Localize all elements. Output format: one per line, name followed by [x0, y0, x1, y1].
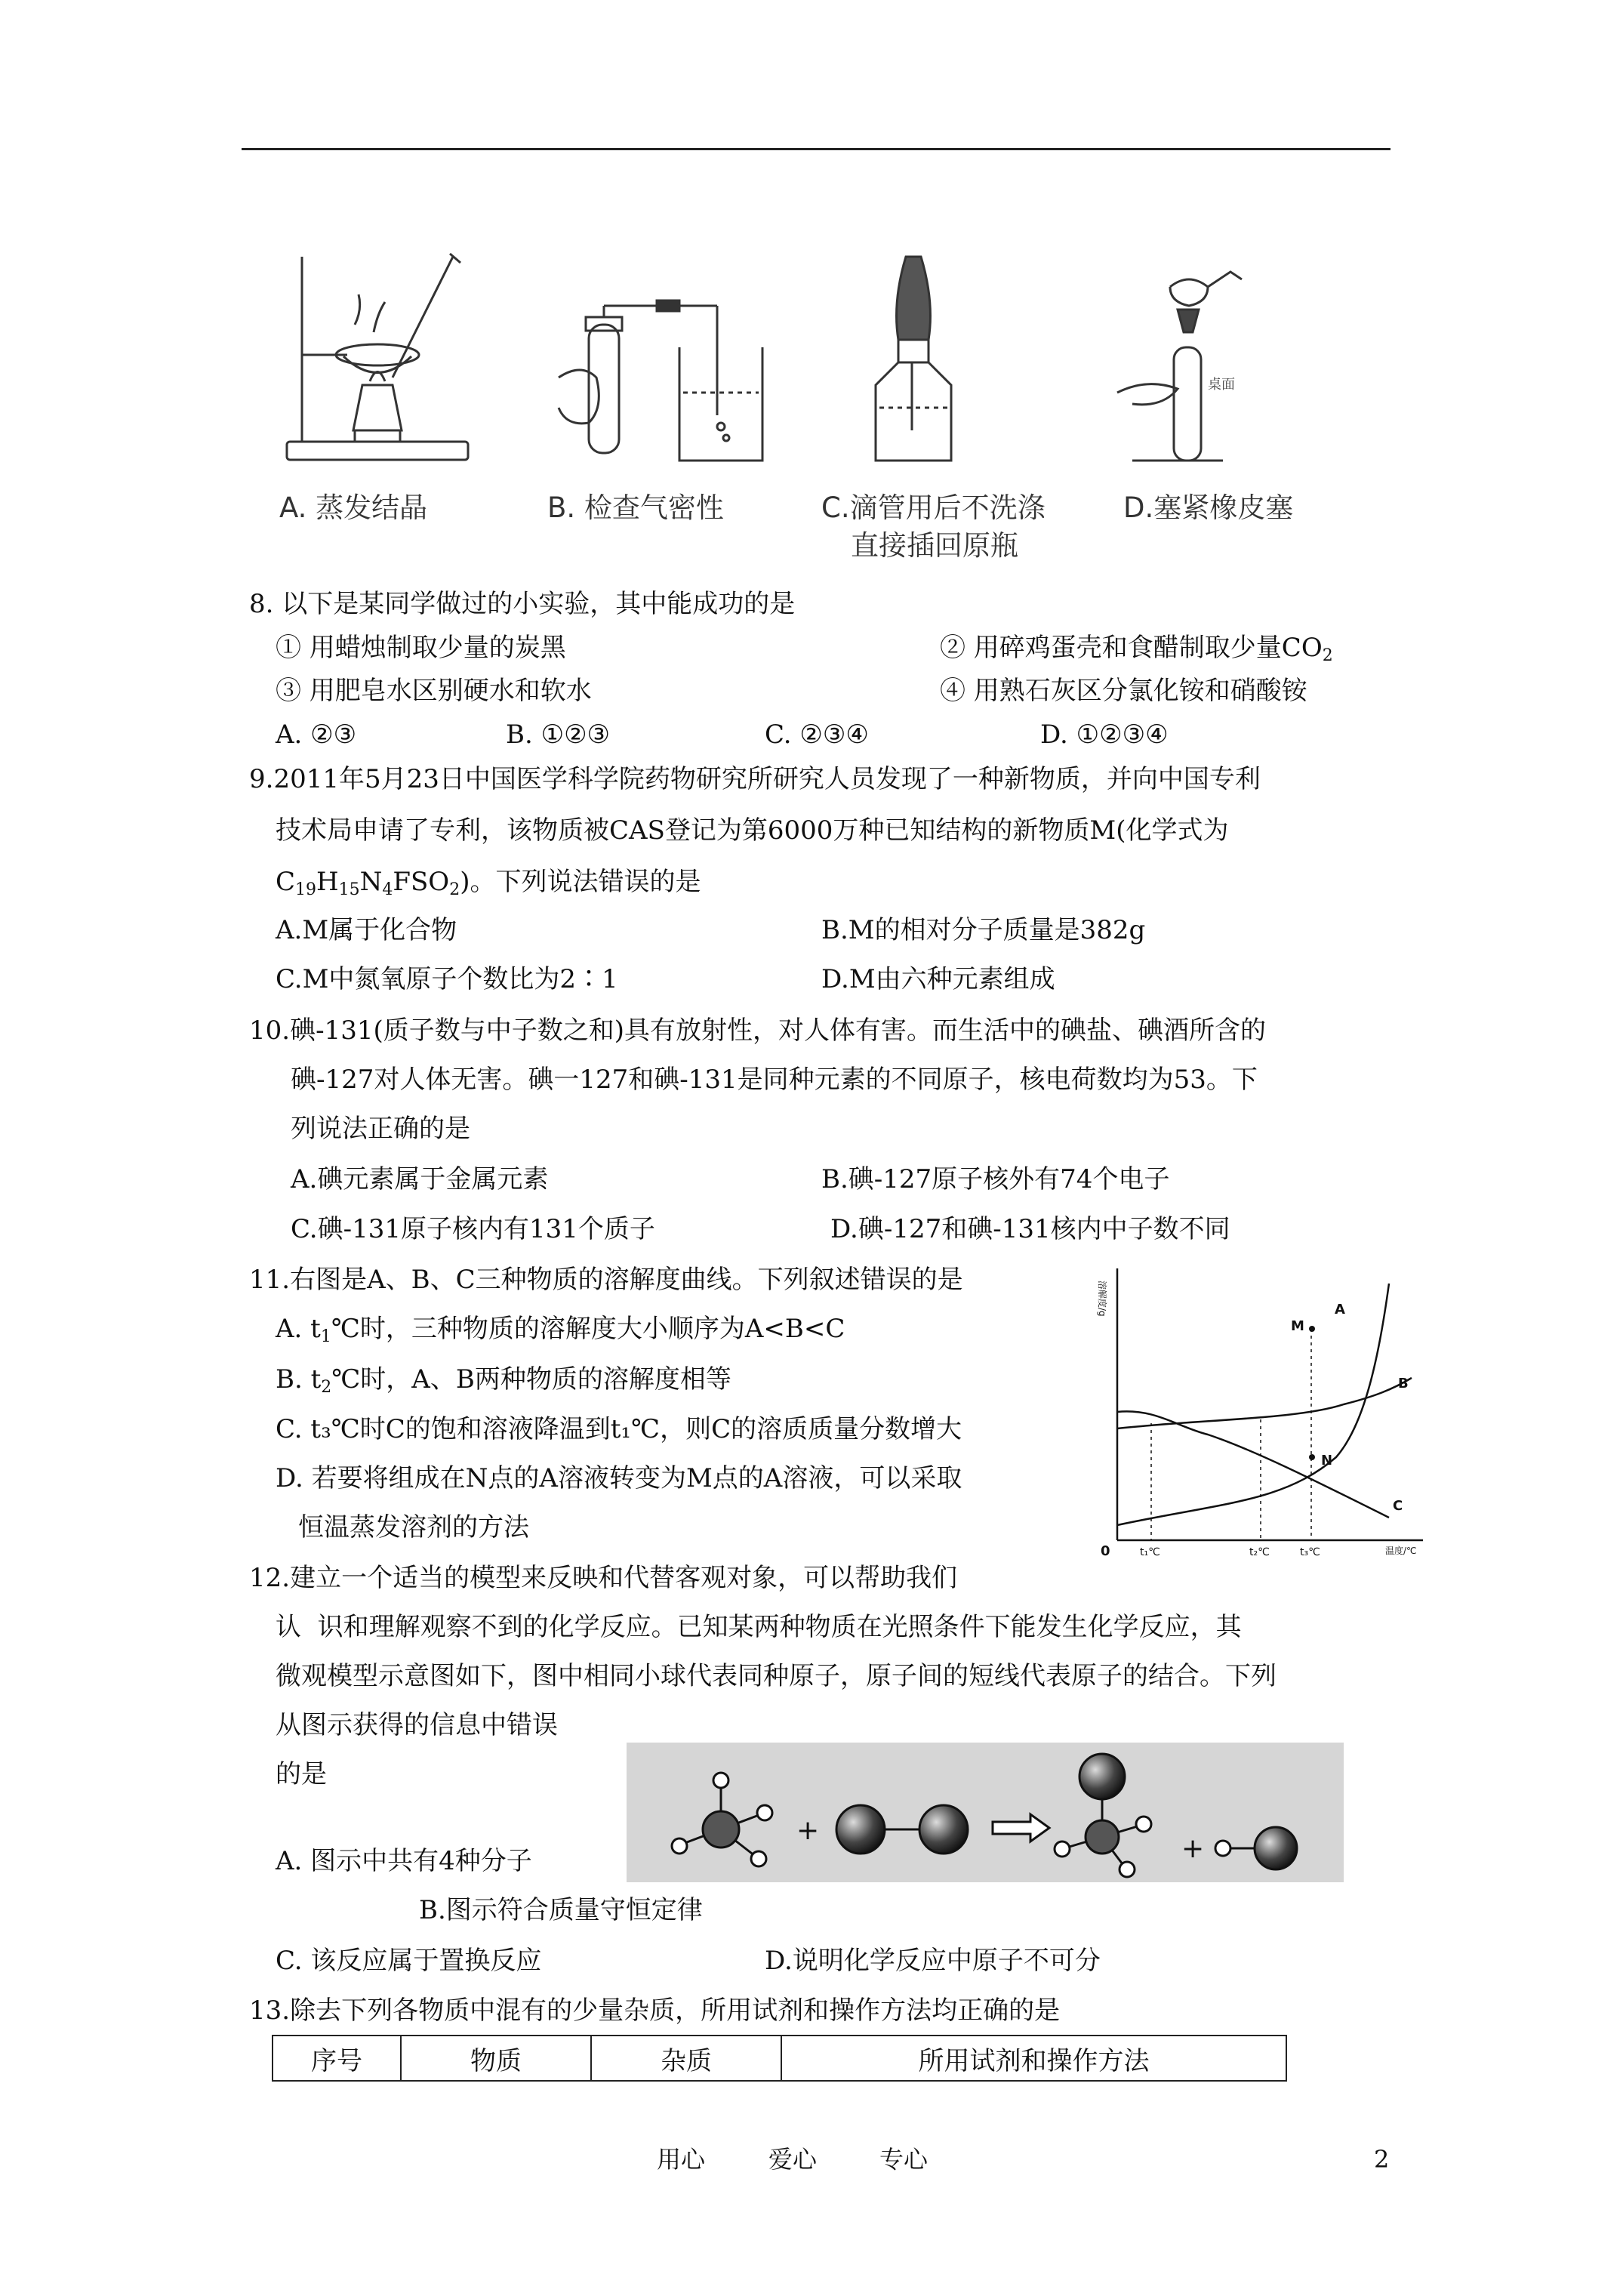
- q12-line-5: 的是: [276, 1759, 327, 1789]
- caption-b: B. 检查气密性: [547, 492, 724, 524]
- q13-table: [272, 2035, 1287, 2082]
- molecular-model-diagram: [627, 1743, 1344, 1882]
- header-rule: [242, 148, 1390, 150]
- header-cell-method: 所用试剂和操作方法: [781, 2036, 1286, 2081]
- dropper-bottle-icon: [876, 257, 951, 461]
- q8-choice-a: A. ②③: [276, 720, 357, 750]
- q8-option-2: ② 用碎鸡蛋壳和食醋制取少量$CO_2$: [940, 633, 1333, 665]
- footer-right: 专心: [879, 2145, 929, 2174]
- q9-choice-b: B.M的相对分子质量是382g: [821, 915, 1146, 945]
- footer-left: 用心: [657, 2145, 706, 2174]
- q8-choice-d: D. ①②③④: [1040, 720, 1169, 750]
- plus-sign-2: +: [1181, 1833, 1205, 1864]
- curve-b-label: B: [1398, 1376, 1409, 1391]
- q8-option-1: ① 用蜡烛制取少量的炭黑: [276, 633, 566, 663]
- origin-label: 0: [1101, 1543, 1110, 1559]
- y-axis-label: 溶解度/g: [1097, 1281, 1107, 1317]
- table-header-row: [273, 2036, 1286, 2081]
- q11-choice-c: C. t₃℃时C的饱和溶液降温到t₁℃，则C的溶质质量分数增大: [276, 1414, 962, 1444]
- q11-choice-d-line-2: 恒温蒸发溶剂的方法: [298, 1512, 529, 1542]
- q9-line-2: 技术局申请了专利，该物质被CAS登记为第6000万种已知结构的新物质M(化学式为: [276, 815, 1229, 846]
- airtightness-check-icon: [559, 300, 762, 461]
- q9-choice-c: C.M中氮氧原子个数比为2∶1: [276, 964, 618, 994]
- q11-choice-d-line-1: D. 若要将组成在N点的A溶液转变为M点的A溶液，可以采取: [276, 1463, 962, 1493]
- t3-label: t₃℃: [1300, 1546, 1320, 1558]
- q8-option-4: ④ 用熟石灰区分氯化铵和硝酸铵: [940, 676, 1307, 706]
- plus-sign-1: +: [796, 1815, 820, 1846]
- header-cell-substance: 物质: [401, 2036, 591, 2081]
- footer-mid: 爱心: [768, 2145, 818, 2174]
- svg-text:桌面: 桌面: [1208, 377, 1235, 393]
- caption-a: A. 蒸发结晶: [279, 492, 428, 524]
- q12-choice-d: D.说明化学反应中原子不可分: [765, 1946, 1101, 1976]
- q10-line-3: 列说法正确的是: [291, 1114, 470, 1144]
- x-axis-label: 温度/℃: [1385, 1546, 1417, 1556]
- solubility-curve-graph: [1087, 1253, 1434, 1570]
- evaporation-apparatus-icon: [287, 254, 468, 460]
- rubber-stopper-icon: [1117, 272, 1242, 461]
- q10-choice-b: B.碘-127原子核外有74个电子: [821, 1164, 1170, 1194]
- curve-a-label: A: [1335, 1302, 1345, 1318]
- caption-c-line2: 直接插回原瓶: [851, 529, 1018, 562]
- q12-line-1: 12.建立一个适当的模型来反映和代替客观对象，可以帮助我们: [249, 1563, 958, 1593]
- q13-stem: 13.除去下列各物质中混有的少量杂质，所用试剂和操作方法均正确的是: [249, 1996, 1061, 2026]
- header-cell-index: 序号: [273, 2036, 401, 2081]
- q11-choice-a: A. $t_1℃$时，三种物质的溶解度大小顺序为A<B<C: [276, 1314, 845, 1346]
- header-cell-impurity: 杂质: [591, 2036, 781, 2081]
- q9-choice-a: A.M属于化合物: [276, 915, 457, 945]
- q10-choice-c: C.碘-131原子核内有131个质子: [291, 1214, 655, 1244]
- page-number: 2: [1374, 2145, 1390, 2174]
- q10-choice-a: A.碘元素属于金属元素: [291, 1164, 549, 1194]
- q12-choice-b: B.图示符合质量守恒定律: [419, 1895, 703, 1925]
- point-m-label: M: [1291, 1318, 1304, 1334]
- caption-c-line1: C.滴管用后不洗涤: [821, 492, 1046, 524]
- curve-a: [1117, 1284, 1389, 1525]
- lab-apparatus-figure: [272, 227, 1344, 491]
- point-n-label: N: [1321, 1453, 1333, 1469]
- q12-line-2: 认 识和理解观察不到的化学反应。已知某两种物质在光照条件下能发生化学反应，其: [276, 1612, 1242, 1642]
- t1-label: t₁℃: [1140, 1546, 1160, 1558]
- q10-choice-d: D.碘-127和碘-131核内中子数不同: [830, 1214, 1230, 1244]
- q11-choice-b: B. $t_2℃$时，A、B两种物质的溶解度相等: [276, 1364, 731, 1397]
- q8-choice-c: C. ②③④: [765, 720, 869, 750]
- q10-line-2: 碘-127对人体无害。碘一127和碘-131是同种元素的不同原子，核电荷数均为53。下: [291, 1065, 1258, 1095]
- q8-stem: 8. 以下是某同学做过的小实验，其中能成功的是: [249, 589, 796, 619]
- q8-choice-b: B. ①②③: [506, 720, 611, 750]
- q9-line-1: 9.2011年5月23日中国医学科学院药物研究所研究人员发现了一种新物质，并向中国专利: [249, 764, 1261, 794]
- q11-stem: 11.右图是A、B、C三种物质的溶解度曲线。下列叙述错误的是: [249, 1265, 963, 1295]
- q12-line-3: 微观模型示意图如下，图中相同小球代表同种原子，原子间的短线代表原子的结合。下列: [276, 1661, 1277, 1691]
- curve-c: [1117, 1411, 1389, 1518]
- caption-d: D.塞紧橡皮塞: [1123, 492, 1294, 524]
- curve-b: [1117, 1378, 1412, 1428]
- q8-option-3: ③ 用肥皂水区别硬水和软水: [276, 676, 592, 706]
- q12-choice-a: A. 图示中共有4种分子: [276, 1846, 532, 1876]
- q9-choice-d: D.M由六种元素组成: [821, 964, 1055, 994]
- q9-line-3: $C_{19}H_{15}N_4FSO_2$)。下列说法错误的是: [276, 867, 701, 899]
- q12-choice-c: C. 该反应属于置换反应: [276, 1946, 542, 1976]
- point-n-marker: [1309, 1454, 1315, 1460]
- point-m-marker: [1309, 1326, 1315, 1332]
- t2-label: t₂℃: [1249, 1546, 1270, 1558]
- q10-line-1: 10.碘-131(质子数与中子数之和)具有放射性，对人体有害。而生活中的碘盐、碘酒所含的: [249, 1015, 1266, 1046]
- curve-c-label: C: [1393, 1498, 1403, 1514]
- q12-line-4: 从图示获得的信息中错误: [276, 1710, 558, 1740]
